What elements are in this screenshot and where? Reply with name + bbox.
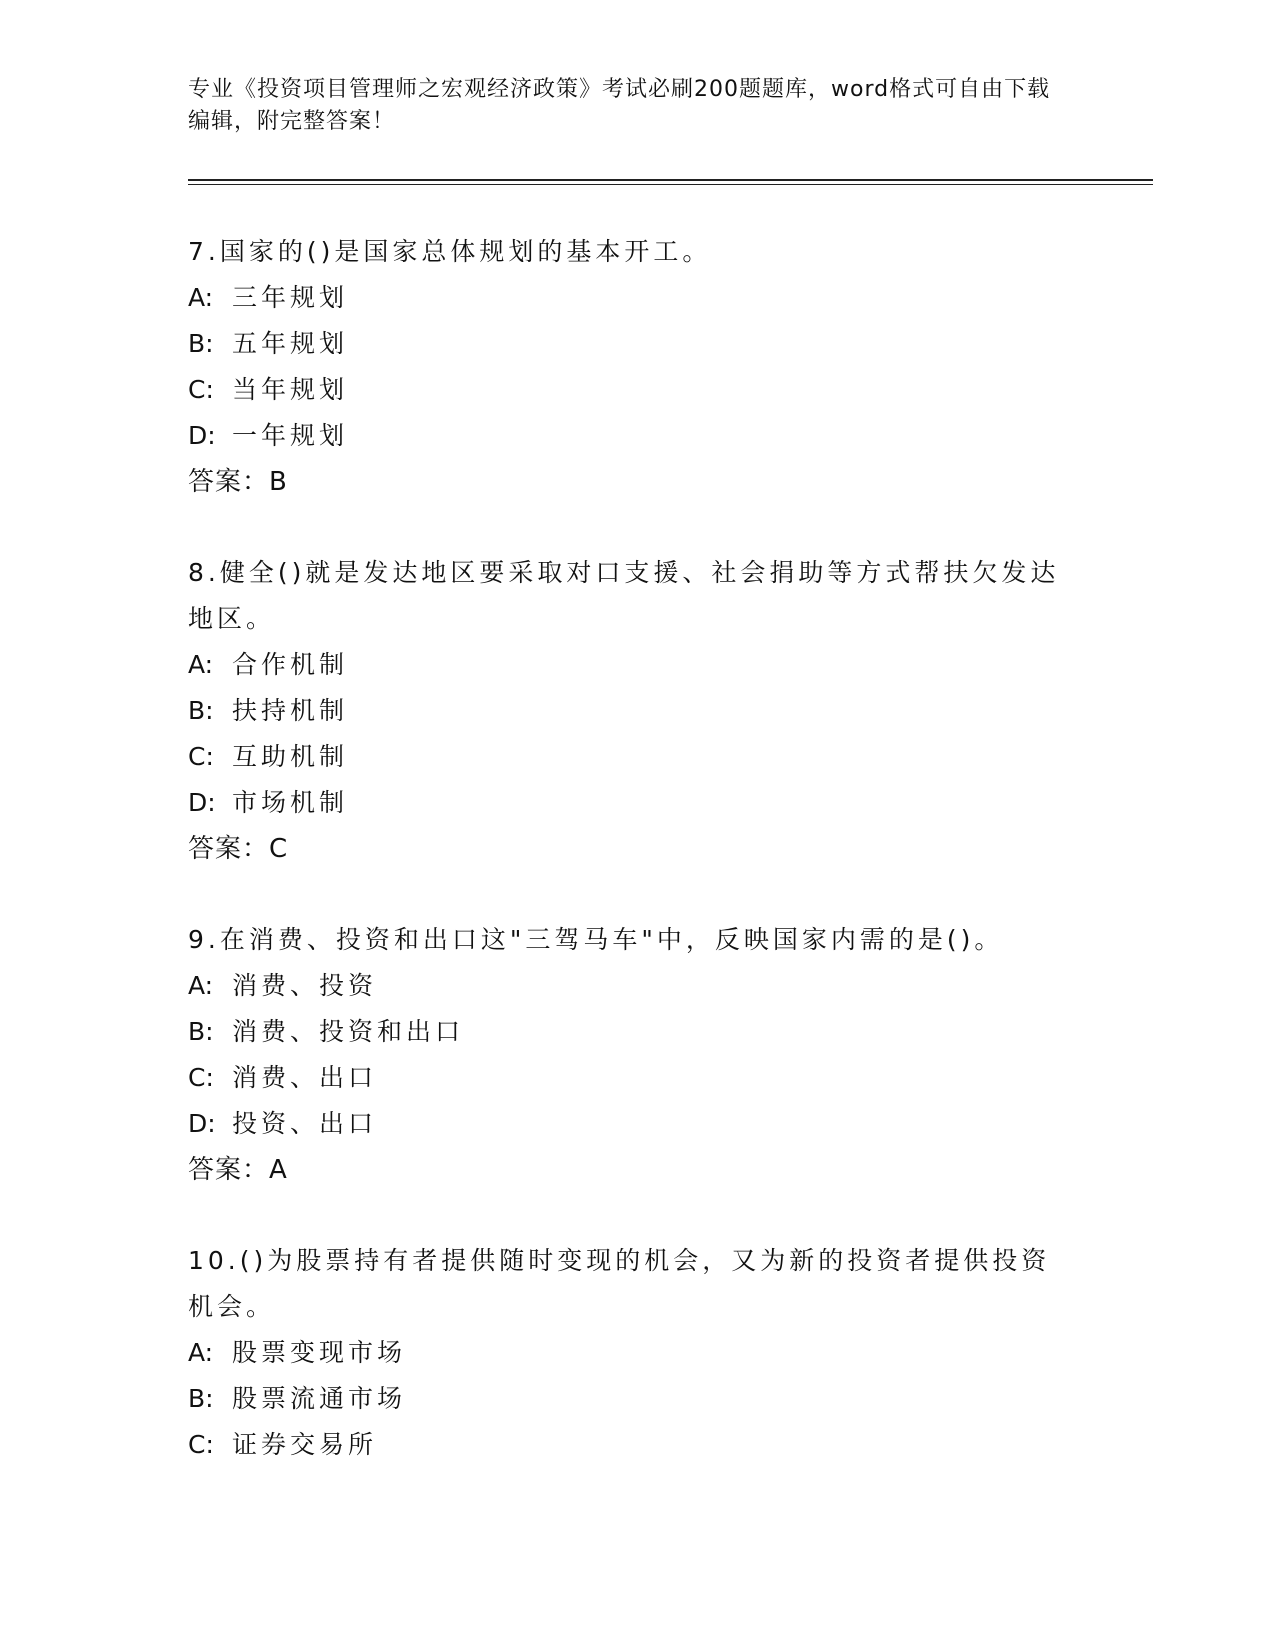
option-letter: B: — [188, 329, 214, 358]
question-10 — [188, 1238, 1078, 1468]
option-a — [188, 1330, 1078, 1376]
option-text: 市场机制 — [232, 788, 349, 817]
question-8 — [188, 550, 1078, 872]
option-text: 一年规划 — [232, 421, 349, 450]
option-letter: C: — [188, 742, 214, 771]
option-text: 合作机制 — [232, 650, 349, 679]
option-letter: A: — [188, 650, 214, 679]
question-7 — [188, 229, 1078, 505]
answer-line: 答案：C — [188, 834, 289, 864]
question-stem: 10.()为股票持有者提供随时变现的机会，又为新的投资者提供投资机会。 — [188, 1246, 1051, 1321]
option-d — [188, 413, 1078, 459]
header-divider-thick — [188, 179, 1153, 181]
option-letter: D: — [188, 788, 216, 817]
option-text: 消费、投资 — [232, 971, 378, 1000]
option-c — [188, 1055, 1078, 1101]
option-a — [188, 275, 1078, 321]
answer-line: 答案：A — [188, 1155, 288, 1185]
option-text: 五年规划 — [232, 329, 349, 358]
option-a — [188, 642, 1078, 688]
question-stem: 9.在消费、投资和出口这"三驾马车"中，反映国家内需的是()。 — [188, 925, 1004, 954]
option-text: 互助机制 — [232, 742, 349, 771]
question-9 — [188, 917, 1078, 1193]
option-text: 证券交易所 — [232, 1430, 378, 1459]
option-text: 消费、投资和出口 — [232, 1017, 465, 1046]
option-b — [188, 1009, 1078, 1055]
option-text: 扶持机制 — [232, 696, 349, 725]
option-letter: C: — [188, 1430, 214, 1459]
option-b — [188, 1376, 1078, 1422]
option-letter: A: — [188, 283, 214, 312]
option-c — [188, 734, 1078, 780]
option-text: 当年规划 — [232, 375, 349, 404]
question-stem: 8.健全()就是发达地区要采取对口支援、社会捐助等方式帮扶欠发达地区。 — [188, 558, 1060, 633]
option-b — [188, 688, 1078, 734]
question-stem: 7.国家的()是国家总体规划的基本开工。 — [188, 237, 712, 266]
header-divider-thin — [188, 184, 1153, 185]
option-a — [188, 963, 1078, 1009]
option-c — [188, 367, 1078, 413]
option-d — [188, 780, 1078, 826]
option-letter: C: — [188, 1063, 214, 1092]
option-letter: D: — [188, 421, 216, 450]
option-text: 投资、出口 — [232, 1109, 378, 1138]
option-text: 消费、出口 — [232, 1063, 378, 1092]
option-letter: B: — [188, 1384, 214, 1413]
option-letter: D: — [188, 1109, 216, 1138]
document-header: 专业《投资项目管理师之宏观经济政策》考试必刷200题题库，word格式可自由下载编辑，附完整答案！ — [188, 77, 1051, 134]
option-letter: C: — [188, 375, 214, 404]
option-letter: B: — [188, 1017, 214, 1046]
option-text: 三年规划 — [232, 283, 349, 312]
option-text: 股票变现市场 — [232, 1338, 407, 1367]
option-letter: B: — [188, 696, 214, 725]
option-letter: A: — [188, 1338, 214, 1367]
option-d — [188, 1101, 1078, 1147]
option-b — [188, 321, 1078, 367]
answer-line: 答案：B — [188, 467, 288, 497]
option-text: 股票流通市场 — [232, 1384, 407, 1413]
option-letter: A: — [188, 971, 214, 1000]
option-c — [188, 1422, 1078, 1468]
